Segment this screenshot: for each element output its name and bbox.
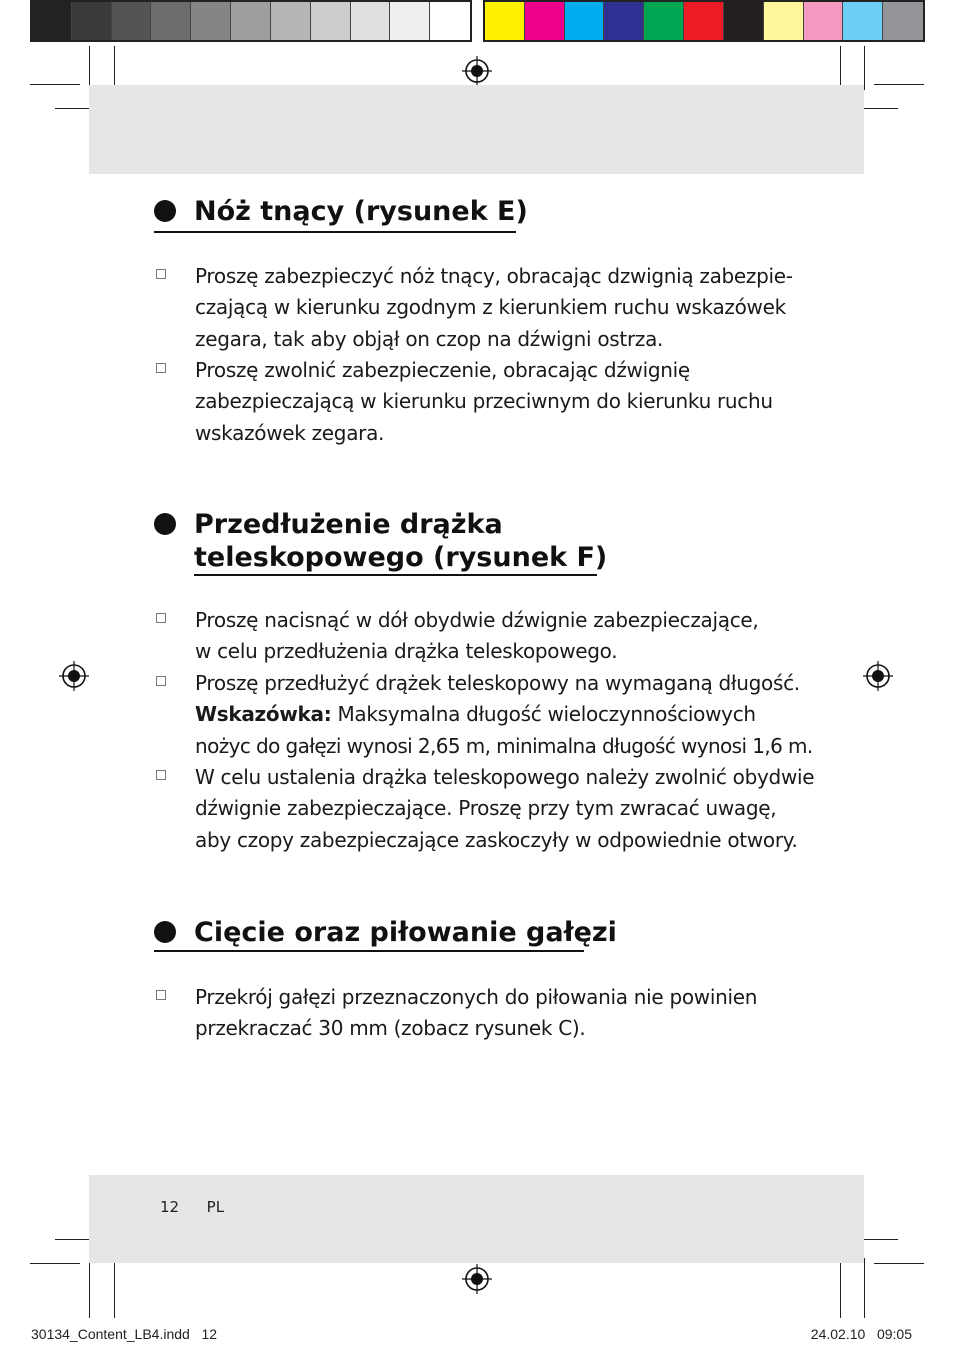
heading-underline — [154, 231, 516, 233]
registration-mark-icon — [863, 661, 893, 691]
crop-mark — [864, 46, 865, 90]
crop-mark — [840, 46, 841, 90]
checkbox-square-icon — [156, 676, 166, 686]
section-heading — [154, 508, 814, 574]
color-swatch — [644, 2, 684, 40]
item-text: Proszę zwolnić zabezpieczenie, obracając dźwignię zabezpieczającą w kierunku przeciwnym do kierunku ruchu wskazówek zegara. — [195, 358, 773, 445]
language-code: PL — [206, 1198, 225, 1216]
crop-mark — [858, 1239, 898, 1240]
slug-file: 30134_Content_LB4.indd 12 — [31, 1326, 218, 1342]
item-text: W celu ustalenia drążka teleskopowego należy zwolnić obydwie dźwignie zabezpieczające. Proszę przy tym zwracać uwagę, aby czopy zabezpieczające zaskoczyły w odpowiednie otwory. — [195, 765, 815, 852]
crop-mark — [840, 1258, 841, 1318]
color-swatch — [351, 2, 391, 40]
section-przedluzenie-drazka — [154, 508, 814, 868]
color-swatch — [764, 2, 804, 40]
item-text: Proszę nacisnąć w dół obydwie dźwignie zabezpieczające, w celu przedłużenia drążka teleskopowego. — [195, 608, 759, 664]
color-swatch — [883, 2, 923, 40]
color-swatch — [525, 2, 565, 40]
color-swatch — [684, 2, 724, 40]
item-text: Przekrój gałęzi przeznaczonych do piłowania nie powinien przekraczać 30 mm (zobacz rysunek C). — [195, 985, 758, 1041]
section-ciecie-gałęzi — [154, 916, 814, 1056]
crop-mark — [30, 84, 80, 85]
item-text: Proszę zabezpieczyć nóż tnący, obracając dzwignią zabezpie- czającą w kierunku zgodnym z kierunkiem ruchu wskazówek zegara, tak aby objął on czop na dźwigni ostrza. — [195, 264, 793, 351]
page-number: 12 — [160, 1198, 180, 1216]
color-scale-bar — [483, 0, 925, 42]
crop-mark — [874, 1263, 924, 1264]
color-swatch — [724, 2, 764, 40]
color-swatch — [390, 2, 430, 40]
section-heading — [154, 916, 814, 949]
section-noz-tnacy — [154, 195, 814, 445]
checkbox-square-icon — [156, 269, 166, 279]
crop-mark — [864, 1258, 865, 1318]
heading-text: Nóż tnący (rysunek E) — [194, 196, 528, 227]
color-swatch — [72, 2, 112, 40]
checkbox-square-icon — [156, 990, 166, 1000]
color-swatch — [112, 2, 152, 40]
color-swatch — [231, 2, 271, 40]
color-swatch — [311, 2, 351, 40]
color-swatch — [604, 2, 644, 40]
color-swatch — [191, 2, 231, 40]
heading-underline — [154, 950, 584, 952]
color-swatch — [271, 2, 311, 40]
heading-underline — [194, 574, 597, 576]
header-band — [89, 85, 864, 174]
crop-mark — [858, 108, 898, 109]
registration-mark-icon — [462, 1264, 492, 1294]
crop-mark — [114, 1258, 115, 1318]
color-swatch — [485, 2, 525, 40]
crop-mark — [89, 1258, 90, 1318]
checkbox-square-icon — [156, 363, 166, 373]
crop-mark — [114, 46, 115, 90]
color-swatch — [565, 2, 605, 40]
registration-mark-icon — [462, 56, 492, 86]
slug-datetime: 24.02.10 09:05 — [810, 1326, 912, 1342]
color-swatch — [843, 2, 883, 40]
crop-mark — [874, 84, 924, 85]
crop-mark — [30, 1263, 80, 1264]
color-swatch — [804, 2, 844, 40]
registration-mark-icon — [59, 661, 89, 691]
crop-mark — [89, 46, 90, 90]
heading-text: Przedłużenie drążka teleskopowego (rysunek F) — [194, 509, 608, 573]
note-label: Wskazówka: — [195, 702, 332, 727]
checkbox-square-icon — [156, 613, 166, 623]
bullet-icon — [154, 200, 176, 222]
gray-scale-bar — [30, 0, 472, 42]
heading-text: Cięcie oraz piłowanie gałęzi — [194, 917, 617, 948]
section-heading — [154, 195, 814, 228]
color-swatch — [32, 2, 72, 40]
bullet-icon — [154, 513, 176, 535]
footer-band — [89, 1175, 864, 1263]
bullet-icon — [154, 921, 176, 943]
color-swatch — [430, 2, 470, 40]
checkbox-square-icon — [156, 770, 166, 780]
page-footer — [160, 1198, 224, 1216]
color-swatch — [151, 2, 191, 40]
item-text: Proszę przedłużyć drążek teleskopowy na wymaganą długość. Wskazówka: Maksymalna długość wieloczynnościowych nożyc do gałęzi wynosi 2,65 m, minimalna długość wynosi 1,6 m. — [195, 671, 813, 758]
